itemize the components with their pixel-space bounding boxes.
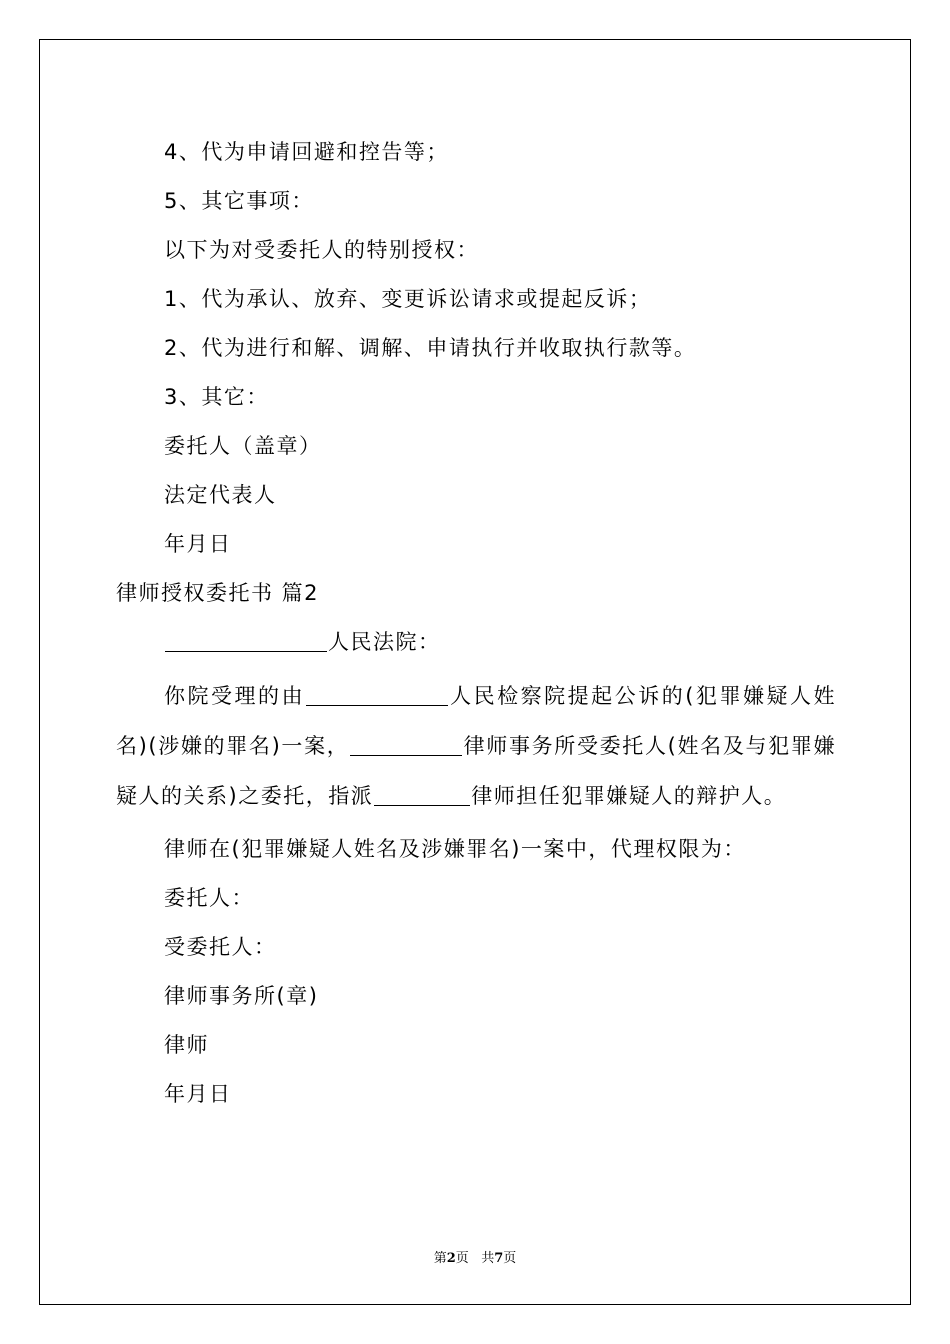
- list-item: 5、其它事项：: [164, 189, 314, 213]
- list-item: 1、代为承认、放弃、变更诉讼请求或提起反诉；: [164, 287, 652, 311]
- signature-line-law-firm: 律师事务所(章): [164, 984, 319, 1008]
- special-authorization-heading: 以下为对受委托人的特别授权：: [164, 238, 479, 262]
- document-body: [116, 128, 836, 1119]
- blank-law-firm: [350, 754, 462, 756]
- blank-court-name: [165, 650, 327, 652]
- court-line-suffix: 人民法院：: [328, 630, 441, 654]
- signature-line-representative: 法定代表人: [164, 483, 277, 507]
- page-footer: 第2页 共7页: [433, 1251, 517, 1266]
- total-pages: 7: [494, 1251, 504, 1266]
- authority-scope-line: 律师在(犯罪嫌疑人姓名及涉嫌罪名)一案中，代理权限为：: [164, 837, 746, 861]
- date-line: 年月日: [164, 532, 232, 556]
- body-text: 你院受理的由: [164, 684, 306, 708]
- blank-procuratorate: [306, 704, 448, 706]
- body-paragraph: [116, 671, 836, 821]
- blank-lawyer: [374, 804, 470, 806]
- list-item: 4、代为申请回避和控告等；: [164, 140, 449, 164]
- signature-line-principal: 委托人（盖章）: [164, 434, 322, 458]
- list-item: 3、其它：: [164, 385, 269, 409]
- page-number: 2: [446, 1251, 456, 1266]
- body-text: 律师担任犯罪嫌疑人的辩护人。: [471, 784, 787, 808]
- signature-line-lawyer: 律师: [164, 1033, 209, 1057]
- list-item: 2、代为进行和解、调解、申请执行并收取执行款等。: [164, 336, 697, 360]
- court-address-line: [116, 618, 836, 667]
- body-text: 律师事务所受委托人(姓名及与犯罪嫌疑人的关系)之委托，指派: [116, 734, 836, 808]
- signature-line-agent: 受委托人：: [164, 935, 277, 959]
- signature-line-principal: 委托人：: [164, 886, 254, 910]
- body-text: 人民检察院提起公诉的(犯罪嫌疑人姓名)(涉嫌的罪名)一案，: [116, 684, 836, 758]
- section-title: 律师授权委托书 篇2: [116, 581, 320, 605]
- date-line: 年月日: [164, 1082, 232, 1106]
